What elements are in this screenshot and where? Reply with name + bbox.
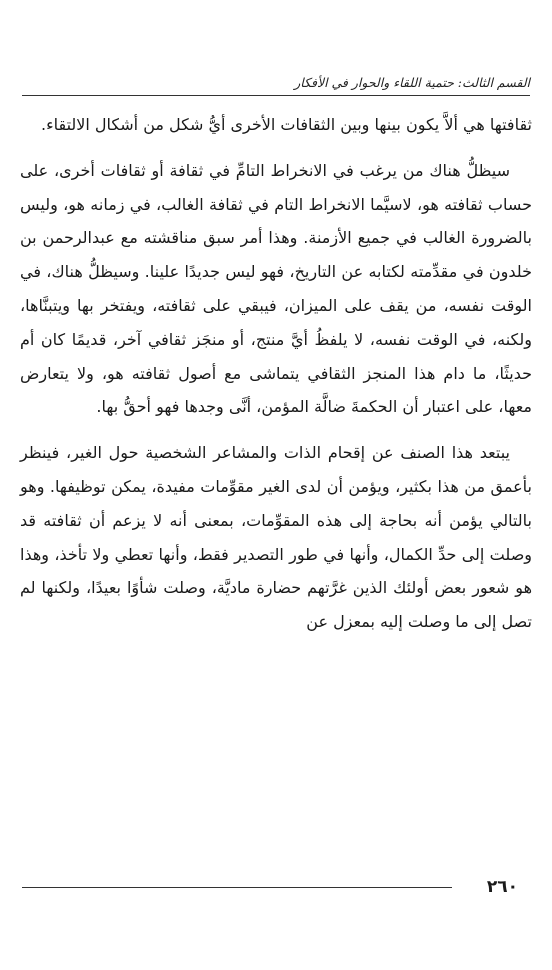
running-title: القسم الثالث: حتمية اللقاء والحوار في الأفكار — [294, 75, 530, 90]
paragraph: يبتعد هذا الصنف عن إقحام الذات والمشاعر الشخصية حول الغير، فينظر بأعمق من هذا بكثير، ويؤمن أن لدى الغير مقوِّمات مفيدة، يمكن توظيفها. وهو بالتالي يؤمن أنه بحاجة إلى هذه المقوِّمات، بمعنى أنه لا يزعم أن ثقافته قد وصلت إلى حدِّ الكمال، وأنها في طور التصدير فقط، وأنها تعطي ولا تأخذ، وهذا هو شعور بعض أولئك الذين غرَّتهم حضارة ماديَّة، وصلت شأوًا بعيدًا، ولكنها لم تصل إلى ما وصلت إليه بمعزل عن — [20, 443, 532, 632]
running-header — [22, 68, 530, 98]
page-footer — [22, 876, 530, 900]
paragraph-continuation: ثقافتها هي ألاَّ يكون بينها وبين الثقافات الأخرى أيُّ شكل من أشكال الالتقاء. — [40, 115, 532, 134]
paragraph: سيظلُّ هناك من يرغب في الانخراط التامِّ في ثقافة أو ثقافات أخرى، على حساب ثقافته هو، لاسيَّما الانخراط التام في ثقافة الغالب، في زمانه هو، وليس بالضرورة الغالب في جميع الأزمنة. وهذا أمر سبق مناقشته مع عبدالرحمن بن خلدون في مقدِّمته لكتابه عن التاريخ، فهو ليس جديدًا علينا. وسيظلُّ هناك، في الوقت نفسه، من يقف على الميزان، فيبقي على ثقافته، ويفتخر بها ويتبنَّاها، ولكنه، في الوقت نفسه، لا يلفظُ أيَّ منتج، أو منجَز ثقافي آخر، قديمًا كان أم حديثًا، ما دام هذا المنجز الثقافي يتماشى مع أصول ثقافته هو، ولا يتعارض معها، على اعتبار أن الحكمةَ ضالَّة المؤمن، أنَّى وجدها فهو أحقُّ بها. — [20, 160, 532, 417]
page-number: ٢٦٠ — [486, 877, 518, 897]
footer-rule — [22, 887, 452, 888]
page-body — [20, 108, 532, 639]
header-rule — [22, 95, 530, 96]
